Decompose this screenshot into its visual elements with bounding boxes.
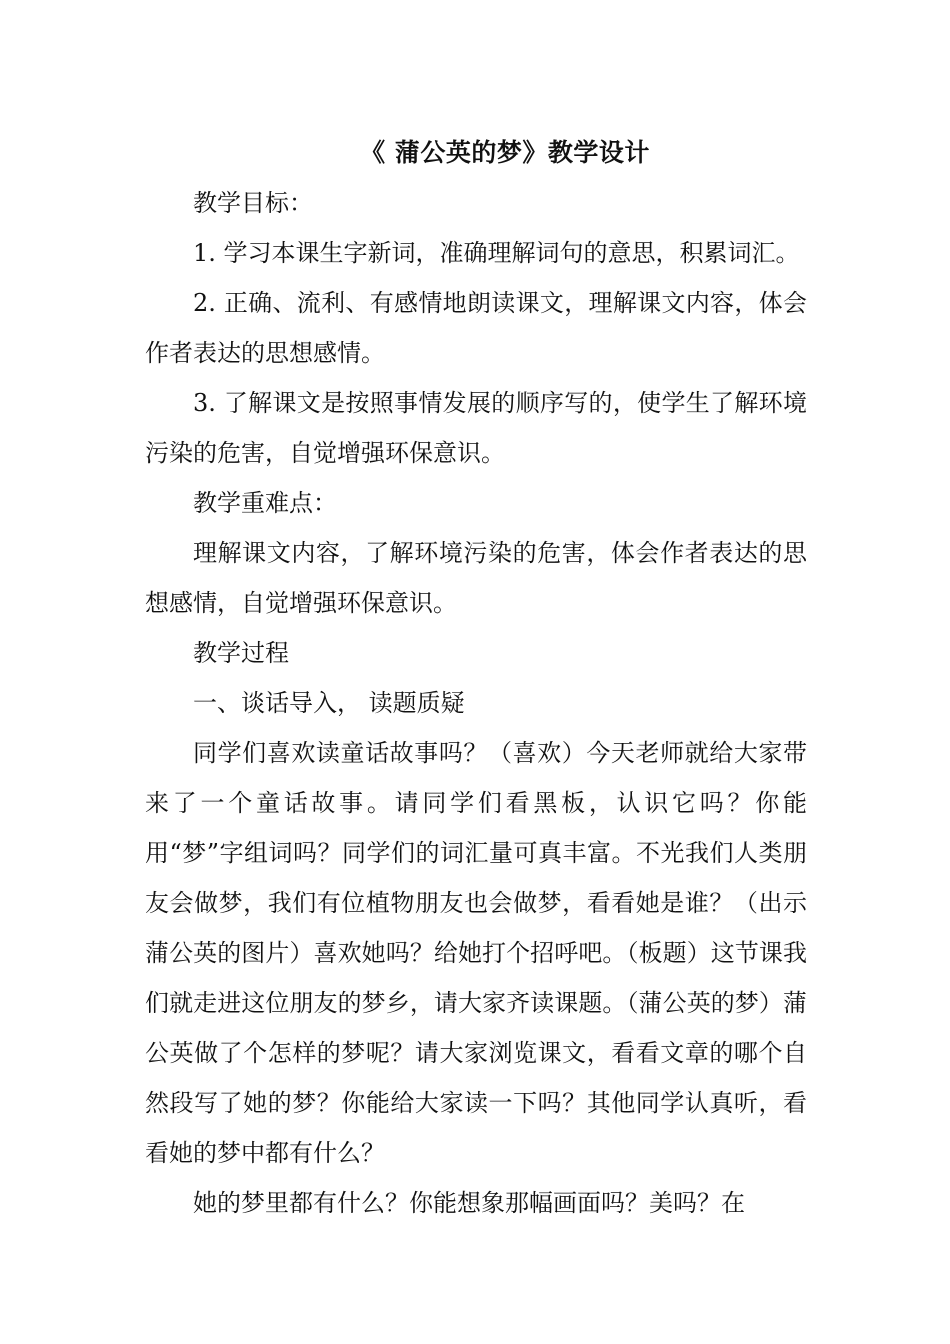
- objective-item-2: 2. 正确、流利、有感情地朗读课文，理解课文内容，体会作者表达的思想感情。: [145, 289, 807, 367]
- key-points-paragraph: 理解课文内容，了解环境污染的危害，体会作者表达的思想感情，自觉增强环保意识。: [145, 539, 807, 617]
- section-heading-process: 教学过程: [193, 639, 289, 667]
- intro-paragraph: 同学们喜欢读童话故事吗？（喜欢）今天老师就给大家带来了一个童话故事。请同学们看黑板，认识它吗？你能用“梦”字组词吗？同学们的词汇量可真丰富。不光我们人类朋友会做梦，我们有位植物朋友也会做梦，看看她是谁？（出示蒲公英的图片）喜欢她吗？给她打个招呼吧。（板题）这节课我们就走进这位朋友的梦乡，请大家齐读课题。（蒲公英的梦）蒲公英做了个怎样的梦呢？请大家浏览课文，看看文章的哪个自然段写了她的梦？你能给大家读一下吗？其他同学认真听，看看她的梦中都有什么？: [145, 739, 807, 1167]
- document-title: 《 蒲公英的梦》教学设计: [360, 138, 650, 167]
- objective-item-3: 3. 了解课文是按照事情发展的顺序写的，使学生了解环境污染的危害，自觉增强环保意识。: [145, 389, 807, 467]
- subsection-heading-intro: 一、谈话导入， 读题质疑: [193, 689, 465, 717]
- document-body: [145, 128, 807, 1228]
- dream-paragraph: 她的梦里都有什么？你能想象那幅画面吗？美吗？在: [193, 1189, 745, 1217]
- section-heading-objectives: 教学目标：: [193, 189, 313, 217]
- section-heading-key-points: 教学重难点：: [193, 489, 337, 517]
- objective-item-1: 1. 学习本课生字新词，准确理解词句的意思，积累词汇。: [193, 239, 800, 267]
